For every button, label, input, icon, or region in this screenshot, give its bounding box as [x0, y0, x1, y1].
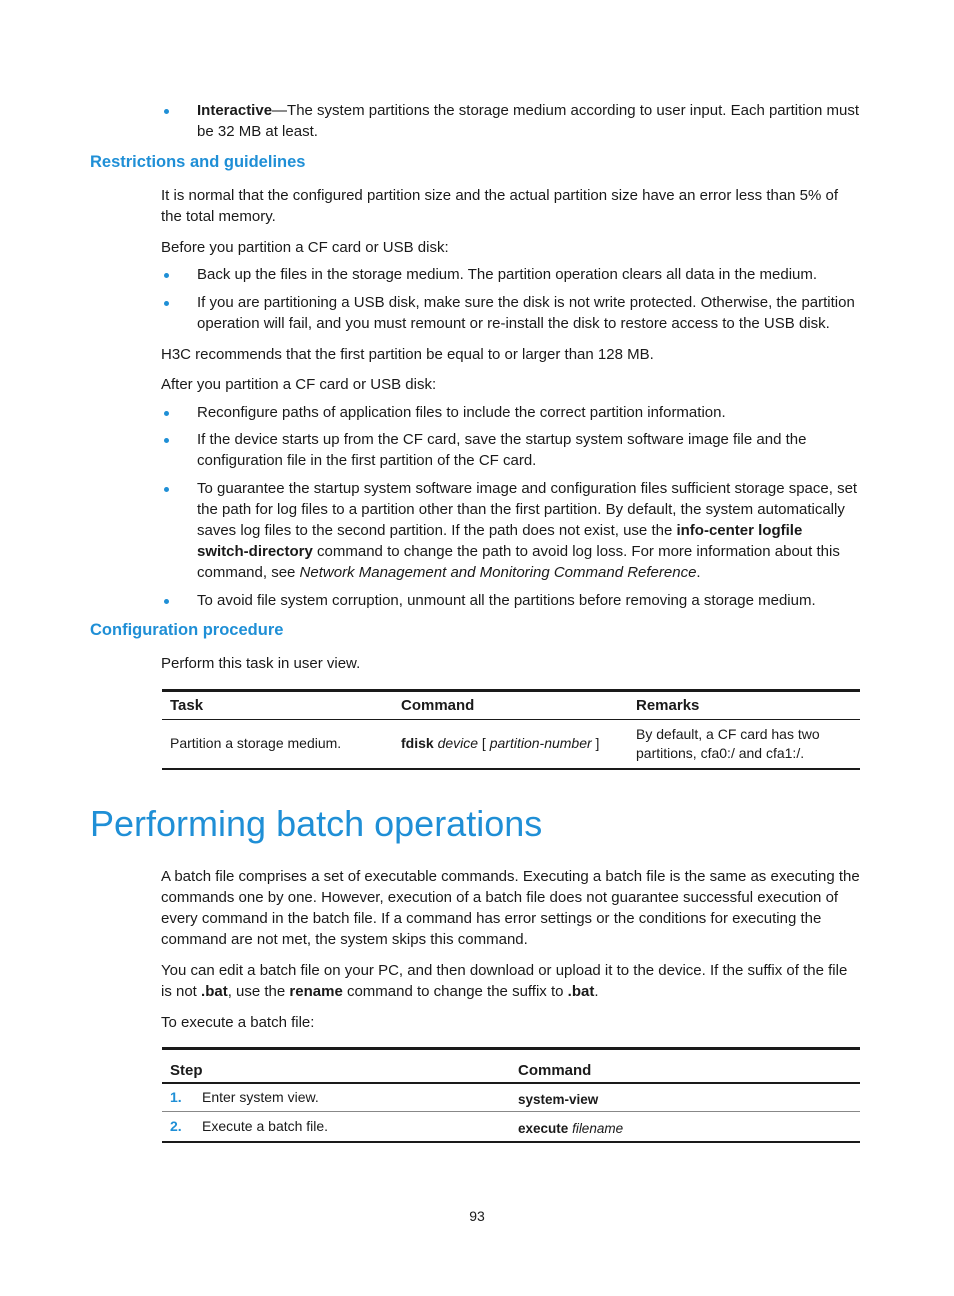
list-item: Back up the files in the storage medium. The partition operation clears all data in the medium. — [197, 266, 818, 283]
command-cell: system-view — [518, 1091, 599, 1107]
table-row — [162, 1112, 860, 1142]
list-item: If you are partitioning a USB disk, make sure the disk is not write protected. Otherwise, the partition operation will fail, and you must remount or re-install the disk to restore access to the USB disk. — [197, 294, 855, 332]
step-cell: 1. Enter system view. — [170, 1088, 319, 1105]
bullet-marker — [164, 273, 169, 278]
paragraph: A batch file comprises a set of executable commands. Executing a batch file is the same as executing the commands one by one. However, execution of a batch file does not guarantee successful execution of every command in the batch file. If a command has error settings or the conditions for executing the command are not met, the system skips this command. — [161, 868, 860, 948]
bullet-marker — [164, 109, 169, 114]
document-reference: Network Management and Monitoring Command Reference — [299, 564, 697, 581]
column-header-step: Step — [170, 1061, 203, 1079]
bullet-marker — [164, 411, 169, 416]
column-header-command: Command — [401, 697, 475, 714]
chapter-title: Performing batch operations — [90, 803, 543, 844]
bullet-marker — [164, 301, 169, 306]
command-keyword: switch-directory — [197, 543, 313, 560]
paragraph: H3C recommends that the first partition be equal to or larger than 128 MB. — [161, 346, 654, 363]
table-row — [162, 1083, 860, 1112]
list-item: Reconfigure paths of application files to include the correct partition information. — [197, 404, 726, 421]
bullet-marker — [164, 438, 169, 443]
paragraph: After you partition a CF card or USB disk: — [161, 376, 437, 393]
list-item: To guarantee the startup system software image and configuration files sufficient storage space, set the path for log files to a partition other than the first partition. By default, the system automatically saves log files to the second partition. If the path does not exist, use the info-center logfile switch-directory command to change the path to avoid log loss. For more information about this command, see Network Management and Monitoring Command Reference. — [197, 480, 858, 581]
page-number: 93 — [469, 1208, 485, 1224]
section-heading-restrictions: Restrictions and guidelines — [90, 153, 306, 171]
paragraph: To execute a batch file: — [161, 1014, 315, 1031]
command-cell: fdisk device [ partition-number ] — [401, 735, 600, 752]
paragraph: Perform this task in user view. — [161, 655, 361, 672]
bullet-marker — [164, 487, 169, 492]
step-cell: 2. Execute a batch file. — [170, 1117, 329, 1134]
term: Interactive — [197, 102, 273, 119]
bullet-interactive: Interactive—The system partitions the storage medium according to user input. Each partition must be 32 MB at least. — [197, 102, 859, 140]
task-command-table — [162, 689, 860, 770]
remarks-cell: By default, a CF card has two partitions, cfa0:/ and cfa1:/. — [636, 725, 820, 761]
bullet-marker — [164, 599, 169, 604]
section-heading-configuration: Configuration procedure — [90, 621, 284, 639]
list-item: To avoid file system corruption, unmount all the partitions before removing a storage medium. — [197, 592, 816, 609]
column-header-command: Command — [518, 1061, 592, 1079]
column-header-task: Task — [170, 697, 204, 714]
command-cell: execute filename — [518, 1120, 624, 1136]
list-item: If the device starts up from the CF card, save the startup system software image file and the configuration file in the first partition of the CF card. — [197, 431, 807, 469]
table-row — [162, 720, 860, 769]
command-keyword: info-center logfile — [676, 522, 803, 539]
paragraph: It is normal that the configured partition size and the actual partition size have an error less than 5% of the total memory. — [161, 187, 839, 225]
task-cell: Partition a storage medium. — [170, 735, 342, 752]
paragraph: You can edit a batch file on your PC, and then download or upload it to the device. If the suffix of the file is not .bat, use the rename command to change the suffix to .bat. — [161, 962, 848, 1000]
paragraph: Before you partition a CF card or USB disk: — [161, 239, 449, 256]
step-command-table — [162, 1047, 860, 1143]
column-header-remarks: Remarks — [636, 697, 700, 714]
